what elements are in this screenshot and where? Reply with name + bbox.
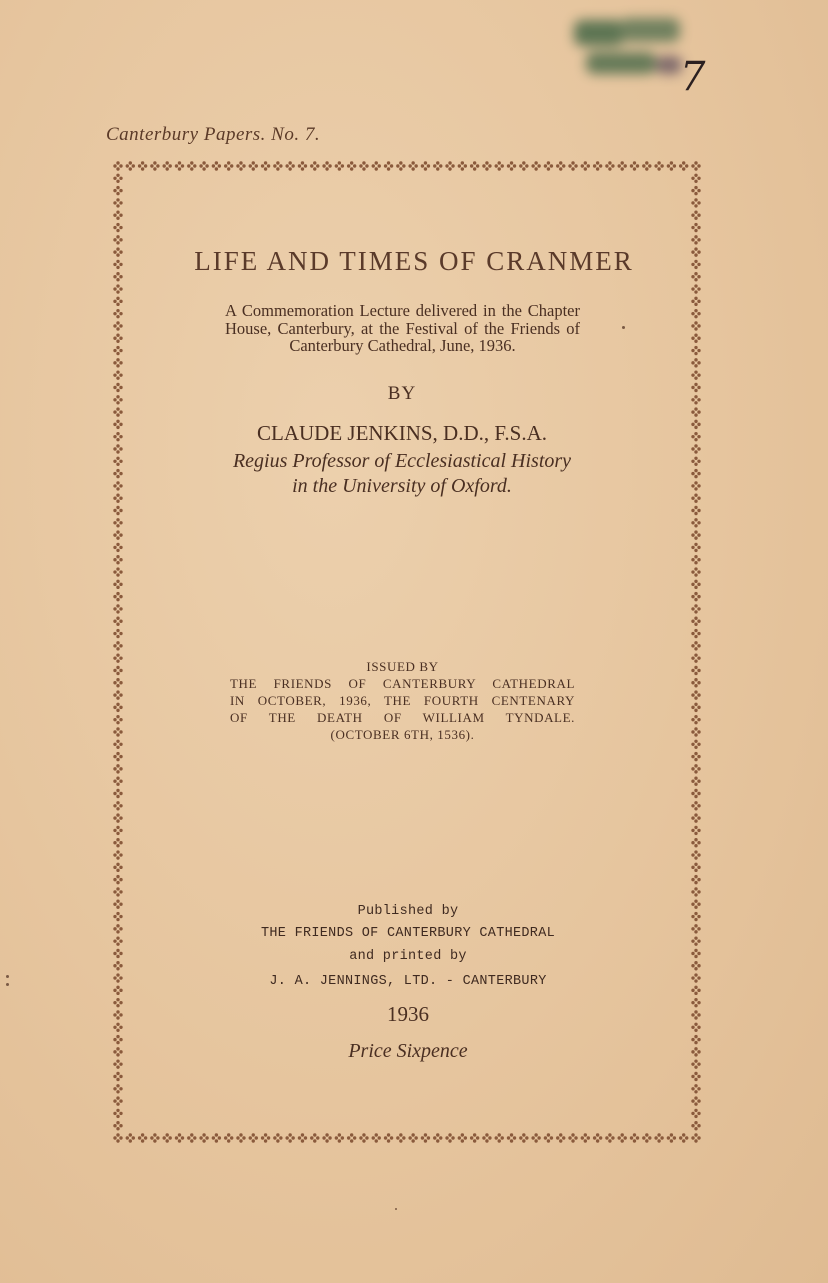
border-ornament [199,161,208,170]
border-ornament [691,174,700,183]
border-ornament [642,1133,651,1142]
border-ornament [113,653,122,662]
border-ornament [691,543,700,552]
border-ornament [212,1133,221,1142]
border-ornament [113,334,122,343]
border-ornament [691,321,700,330]
border-ornament [691,789,700,798]
border-ornament [581,1133,590,1142]
border-ornament [691,530,700,539]
border-ornament [691,690,700,699]
border-ornament [531,1133,540,1142]
border-ornament [458,161,467,170]
border-ornament [113,174,122,183]
border-ornament [113,506,122,515]
border-ornament [593,161,602,170]
border-ornament [113,211,122,220]
border-ornament [113,690,122,699]
border-ornament [113,863,122,872]
border-ornament [138,1133,147,1142]
border-ornament [691,1109,700,1118]
border-ornament [113,604,122,613]
border-ornament [113,789,122,798]
border-ornament [679,161,688,170]
border-ornament [285,161,294,170]
border-ornament [556,1133,565,1142]
border-ornament [691,813,700,822]
subtitle: A Commemoration Lecture delivered in the Chapter House, Canterbury, at the Festival of the Friends of Canterbury Cathedral, June, 1936. [225,301,580,355]
by-label: BY [387,383,417,404]
border-ornament [396,1133,405,1142]
border-ornament [175,161,184,170]
border-ornament [113,321,122,330]
border-ornament [113,641,122,650]
border-ornament [113,887,122,896]
border-ornament [568,161,577,170]
border-ornament [691,617,700,626]
border-ornament [113,1109,122,1118]
border-ornament [605,1133,614,1142]
border-ornament [433,1133,442,1142]
issued-line-1: THE FRIENDS OF CANTERBURY CATHEDRAL [230,676,575,691]
border-ornament [630,1133,639,1142]
border-ornament [113,580,122,589]
border-ornament [113,284,122,293]
border-ornament [224,1133,233,1142]
border-ornament [691,1084,700,1093]
border-ornament [113,161,122,170]
border-ornament [347,1133,356,1142]
border-ornament [507,1133,516,1142]
border-ornament [691,1133,700,1142]
border-ornament [482,1133,491,1142]
border-ornament [126,161,135,170]
border-ornament [113,801,122,810]
border-ornament [654,1133,663,1142]
border-ornament [113,592,122,601]
border-ornament [113,826,122,835]
border-ornament [322,1133,331,1142]
border-ornament [113,186,122,195]
price-label: Price Sixpence [348,1040,468,1062]
border-ornament [495,1133,504,1142]
border-ornament [630,161,639,170]
border-ornament [593,1133,602,1142]
border-ornament [113,1072,122,1081]
border-ornament [199,1133,208,1142]
border-ornament [544,1133,553,1142]
issued-line-4: (OCTOBER 6TH, 1536). [330,727,475,742]
issued-notice [230,658,575,743]
border-ornament [691,801,700,810]
paper-speck [395,1208,397,1210]
border-ornament [691,198,700,207]
border-ornament [273,1133,282,1142]
border-ornament [691,776,700,785]
border-ornament [691,703,700,712]
issued-line-2: IN OCTOBER, 1936, THE FOURTH CENTENARY [230,693,575,708]
border-ornament [408,1133,417,1142]
border-ornament [458,1133,467,1142]
paper-speck [6,975,9,978]
border-ornament [249,161,258,170]
border-ornament [642,161,651,170]
border-ornament [187,1133,196,1142]
handwritten-number: 7 [680,54,706,100]
border-ornament [691,715,700,724]
border-ornament [691,580,700,589]
border-ornament [691,875,700,884]
paper-speck [622,326,625,329]
border-ornament [691,518,700,527]
series-label: Canterbury Papers. No. 7. [106,124,321,145]
border-ornament [421,1133,430,1142]
border-ornament [113,740,122,749]
border-ornament [691,506,700,515]
border-ornament [691,186,700,195]
issued-line-3: OF THE DEATH OF WILLIAM TYNDALE. [230,710,575,725]
border-ornament [113,1133,122,1142]
border-ornament [691,1121,700,1130]
border-ornament [359,1133,368,1142]
border-ornament [372,1133,381,1142]
border-ornament [335,161,344,170]
border-ornament [531,161,540,170]
border-ornament [113,1121,122,1130]
border-ornament [691,284,700,293]
border-ornament [162,1133,171,1142]
published-by-label: Published by [357,904,459,919]
border-ornament [212,161,221,170]
border-ornament [470,1133,479,1142]
printed-by-label: and printed by [349,949,467,964]
publication-year: 1936 [387,1002,429,1026]
border-ornament [113,235,122,244]
border-ornament [113,543,122,552]
page-title: LIFE AND TIMES OF CRANMER [194,246,634,276]
border-ornament [691,309,700,318]
border-ornament [113,752,122,761]
border-ornament [384,161,393,170]
paper-speck [6,983,9,986]
border-ornament [691,764,700,773]
border-ornament [384,1133,393,1142]
border-ornament [396,161,405,170]
redacted-handwriting [568,16,688,86]
border-ornament [113,629,122,638]
border-ornament [113,555,122,564]
border-ornament [581,161,590,170]
border-ornament [224,161,233,170]
border-ornament [691,407,700,416]
border-ornament [691,727,700,736]
border-ornament [519,161,528,170]
border-ornament [691,161,700,170]
border-ornament [113,346,122,355]
border-ornament [113,223,122,232]
affiliation-line-2: in the University of Oxford. [292,475,512,497]
border-ornament [691,678,700,687]
border-ornament [691,211,700,220]
border-ornament [654,161,663,170]
border-ornament [310,1133,319,1142]
border-ornament [113,530,122,539]
border-ornament [187,161,196,170]
border-ornament [470,161,479,170]
border-ornament [691,346,700,355]
border-ornament [162,161,171,170]
border-ornament [691,666,700,675]
border-ornament [113,1084,122,1093]
border-ornament [113,813,122,822]
border-ornament [113,518,122,527]
border-ornament [113,567,122,576]
border-ornament [236,1133,245,1142]
border-ornament [335,1133,344,1142]
border-ornament [667,161,676,170]
border-ornament [691,567,700,576]
border-ornament [691,1096,700,1105]
border-ornament [691,740,700,749]
border-ornament [113,838,122,847]
border-ornament [691,592,700,601]
issued-heading: ISSUED BY [366,659,439,674]
handwritten-mark [560,10,706,100]
border-ornament [691,629,700,638]
border-ornament [372,161,381,170]
border-ornament [113,850,122,859]
border-ornament [359,161,368,170]
border-ornament [691,850,700,859]
border-ornament [691,653,700,662]
border-ornament [691,235,700,244]
border-ornament [408,161,417,170]
border-ornament [618,1133,627,1142]
border-ornament [691,604,700,613]
border-ornament [298,1133,307,1142]
border-ornament [679,1133,688,1142]
border-ornament [556,161,565,170]
border-ornament [150,161,159,170]
border-ornament [310,161,319,170]
border-ornament [691,223,700,232]
border-ornament [322,161,331,170]
border-ornament [691,826,700,835]
border-ornament [691,752,700,761]
border-ornament [113,1096,122,1105]
border-ornament [691,334,700,343]
border-ornament [691,1072,700,1081]
border-ornament [261,161,270,170]
border-ornament [691,370,700,379]
publisher-name: THE FRIENDS OF CANTERBURY CATHEDRAL [260,926,556,941]
border-ornament [691,358,700,367]
border-ornament [113,407,122,416]
border-ornament [113,666,122,675]
printer-name: J. A. JENNINGS, LTD. - CANTERBURY [269,974,547,989]
border-ornament [113,678,122,687]
border-ornament [150,1133,159,1142]
border-ornament [691,838,700,847]
border-ornament [113,875,122,884]
border-ornament [175,1133,184,1142]
border-ornament [445,161,454,170]
border-ornament [482,161,491,170]
border-ornament [507,161,516,170]
border-ornament [113,297,122,306]
border-ornament [618,161,627,170]
border-ornament [261,1133,270,1142]
border-ornament [691,641,700,650]
affiliation-line-1: Regius Professor of Ecclesiastical History [232,450,572,472]
border-ornament [138,161,147,170]
border-ornament [113,198,122,207]
border-ornament [113,715,122,724]
border-ornament [691,555,700,564]
border-ornament [113,703,122,712]
border-ornament [126,1133,135,1142]
border-ornament [236,161,245,170]
border-ornament [691,297,700,306]
border-ornament [285,1133,294,1142]
border-ornament [298,161,307,170]
border-ornament [421,161,430,170]
border-ornament [113,727,122,736]
border-ornament [113,617,122,626]
border-ornament [347,161,356,170]
border-ornament [113,776,122,785]
border-ornament [445,1133,454,1142]
border-ornament [113,309,122,318]
border-ornament [113,764,122,773]
border-ornament [113,358,122,367]
author-affiliation [0,449,804,499]
border-ornament [273,161,282,170]
border-ornament [691,863,700,872]
border-ornament [433,161,442,170]
border-ornament [544,161,553,170]
border-ornament [495,161,504,170]
border-ornament [113,370,122,379]
border-ornament [605,161,614,170]
author-name: CLAUDE JENKINS, D.D., F.S.A. [256,421,547,445]
border-ornament [568,1133,577,1142]
border-ornament [519,1133,528,1142]
border-ornament [691,887,700,896]
border-ornament [667,1133,676,1142]
border-ornament [249,1133,258,1142]
